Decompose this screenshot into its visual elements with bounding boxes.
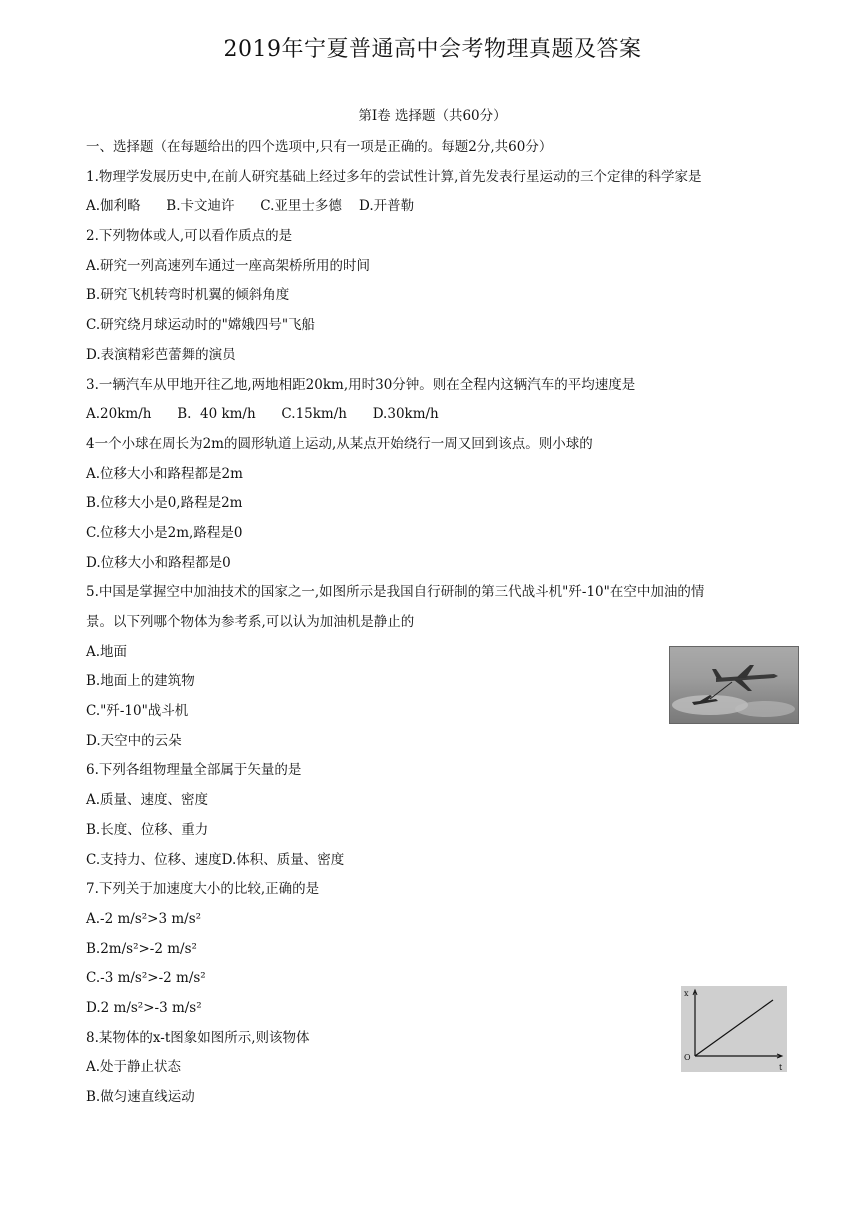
question-4-option-d: D.位移大小和路程都是0 — [86, 554, 231, 571]
question-4-option-c: C.位移大小是2m,路程是0 — [86, 524, 243, 541]
question-body — [86, 133, 806, 1113]
question-8-option-b: B.做匀速直线运动 — [86, 1089, 195, 1105]
question-1: 1.物理学发展历史中,在前人研究基础上经过多年的尝试性计算,首先发表行星运动的三个定律的科学家是 — [86, 168, 702, 185]
section-heading: 第Ⅰ卷 选择题（共60分） — [358, 108, 507, 124]
question-7-option-c: C.-3 m/s²>-2 m/s² — [86, 970, 206, 987]
question-7: 7.下列关于加速度大小的比较,正确的是 — [86, 881, 320, 898]
question-5-option-a: A.地面 — [86, 643, 128, 660]
question-7-option-a: A.-2 m/s²>3 m/s² — [86, 910, 202, 927]
question-6: 6.下列各组物理量全部属于矢量的是 — [86, 762, 302, 779]
question-3-options: A.20km/h B. 40 km/h C.15km/h D.30km/h — [86, 406, 439, 423]
question-1-options: A.伽利略 B.卡文迪许 C.亚里士多德 D.开普勒 — [86, 198, 415, 215]
question-8: 8.某物体的x-t图象如图所示,则该物体 — [86, 1029, 310, 1046]
x-axis-label: x — [684, 989, 689, 998]
origin-label: O — [684, 1053, 691, 1062]
question-6-option-b: B.长度、位移、重力 — [86, 821, 209, 838]
question-5-option-b: B.地面上的建筑物 — [86, 673, 195, 690]
t-axis-label: t — [779, 1063, 783, 1072]
question-8-option-a: A.处于静止状态 — [86, 1059, 182, 1076]
question-2-option-a: A.研究一列高速列车通过一座高架桥所用的时间 — [86, 257, 371, 274]
question-6-option-a: A.质量、速度、密度 — [86, 792, 209, 809]
question-7-option-b: B.2m/s²>-2 m/s² — [86, 940, 197, 957]
question-2-option-c: C.研究绕月球运动时的"嫦娥四号"飞船 — [86, 317, 316, 334]
question-4: 4一个小球在周长为2m的圆形轨道上运动,从某点开始绕行一周又回到该点。则小球的 — [86, 435, 593, 452]
refueling-photo — [669, 646, 799, 724]
xt-line — [695, 1000, 773, 1056]
question-6-option-cd: C.支持力、位移、速度D.体积、质量、密度 — [86, 851, 345, 868]
xt-graph — [681, 986, 787, 1072]
instructions-line: 一、选择题（在每题给出的四个选项中,只有一项是正确的。每题2分,共60分） — [86, 139, 553, 155]
question-5-option-d: D.天空中的云朵 — [86, 732, 182, 749]
question-5-cont: 景。以下列哪个物体为参考系,可以认为加油机是静止的 — [86, 614, 415, 630]
page-title: 2019年宁夏普通高中会考物理真题及答案 — [223, 37, 642, 62]
question-2-option-d: D.表演精彩芭蕾舞的演员 — [86, 346, 236, 363]
refueling-photo-drawing — [670, 647, 798, 723]
question-3: 3.一辆汽车从甲地开往乙地,两地相距20km,用时30分钟。则在全程内这辆汽车的平均速度是 — [86, 376, 636, 393]
question-4-option-b: B.位移大小是0,路程是2m — [86, 495, 243, 512]
question-5: 5.中国是掌握空中加油技术的国家之一,如图所示是我国自行研制的第三代战斗机"歼-10"在空中加油的情 — [86, 584, 705, 601]
question-4-option-a: A.位移大小和路程都是2m — [86, 465, 243, 482]
question-5-option-c: C."歼-10"战斗机 — [86, 703, 189, 720]
xt-graph-drawing — [681, 986, 787, 1072]
question-2-option-b: B.研究飞机转弯时机翼的倾斜角度 — [86, 287, 290, 304]
question-2: 2.下列物体或人,可以看作质点的是 — [86, 228, 293, 245]
question-7-option-d: D.2 m/s²>-3 m/s² — [86, 999, 202, 1016]
